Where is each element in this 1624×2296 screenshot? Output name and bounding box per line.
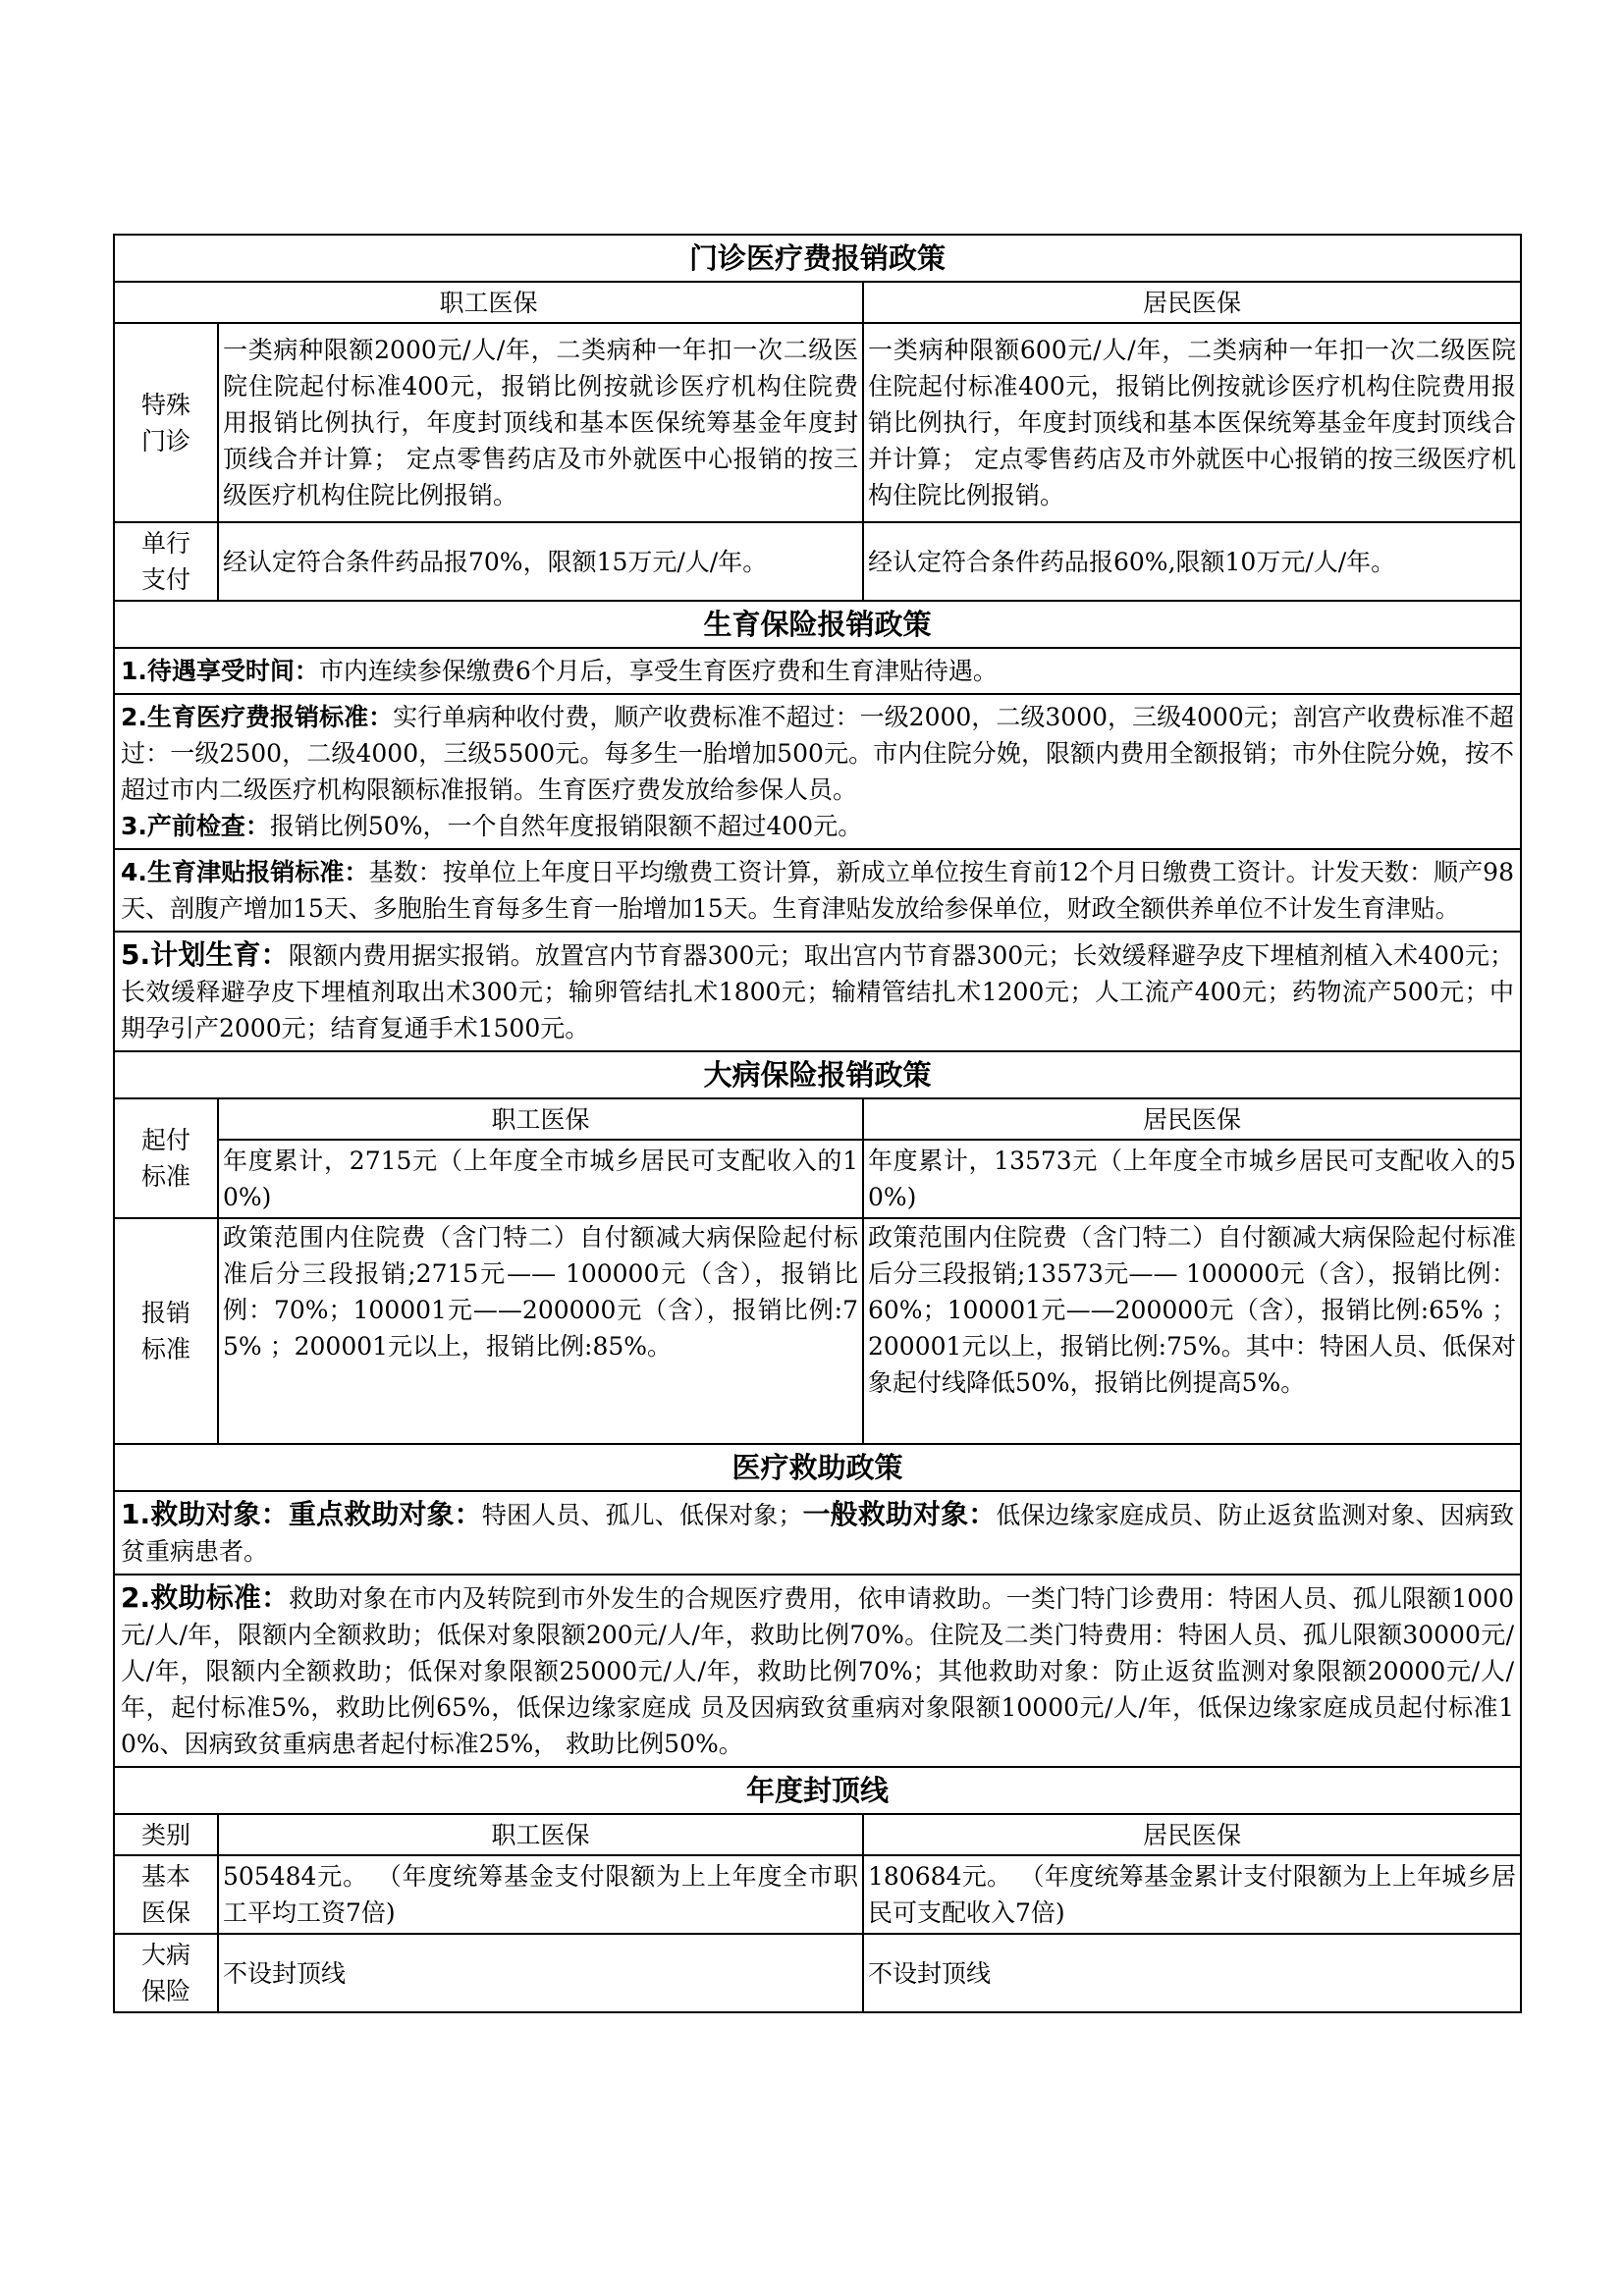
maternity-item-1-heading: 1.待遇享受时间： bbox=[121, 657, 319, 685]
assistance-key-target-text: 特困人员、孤儿、低保对象； bbox=[481, 1501, 803, 1529]
critical-threshold-row bbox=[114, 1140, 1521, 1218]
assistance-general-target-text: 低保边缘家庭成员、防止返贫监测对象、因病致贫重病患者。 bbox=[121, 1501, 1514, 1566]
cap-resident-column-header: 居民医保 bbox=[863, 1814, 1521, 1855]
maternity-section-title: 生育保险报销政策 bbox=[114, 601, 1521, 648]
critical-threshold-resident-cell: 年度累计，13573元（上年度全市城乡居民可支配收入的50%) bbox=[863, 1140, 1521, 1218]
special-outpatient-row bbox=[114, 323, 1521, 522]
maternity-item-5-heading: 5.计划生育： bbox=[121, 938, 289, 971]
outpatient-worker-column-header: 职工医保 bbox=[114, 282, 863, 323]
cap-basic-row bbox=[114, 1855, 1521, 1934]
cap-type-column-header: 类别 bbox=[114, 1814, 218, 1855]
maternity-item-5-text: 限额内费用据实报销。放置宫内节育器300元；取出宫内节育器300元；长效缓释避孕皮下埋植剂植入术400元；长效缓释避孕皮下埋植剂取出术300元；输卵管结扎术1800元；输精管结扎术1200元；人工流产400元；药物流产500元；中期孕引产2000元；结育复通手术1500元。 bbox=[121, 941, 1514, 1042]
maternity-item-1 bbox=[114, 648, 1521, 694]
policy-table bbox=[113, 234, 1522, 2013]
critical-reimburse-label: 报销 标准 bbox=[114, 1218, 218, 1444]
outpatient-column-header-row bbox=[114, 282, 1521, 323]
maternity-item-2-text: 实行单病种收付费，顺产收费标准不超过：一级2000，二级3000，三级4000元；剖宫产收费标准不超过：一级2500，二级4000，三级5500元。每多生一胎增加500元。市内住院分娩，限额内费用全额报销；市外住院分娩，按不超过市内二级医疗机构限额标准报销。生育医疗费发放给参保人员。 bbox=[121, 703, 1514, 804]
cap-section-title: 年度封顶线 bbox=[114, 1767, 1521, 1814]
maternity-item-1-row bbox=[114, 648, 1521, 694]
maternity-item-4-row bbox=[114, 849, 1521, 932]
cap-critical-row bbox=[114, 1934, 1521, 2012]
policy-document bbox=[113, 234, 1520, 2013]
cap-critical-label: 大病 保险 bbox=[114, 1934, 218, 2012]
cap-basic-label: 基本 医保 bbox=[114, 1855, 218, 1934]
assistance-item-2-row bbox=[114, 1575, 1521, 1767]
maternity-item-2-row bbox=[114, 694, 1521, 849]
critical-resident-column-header: 居民医保 bbox=[863, 1098, 1521, 1140]
critical-reimburse-row bbox=[114, 1218, 1521, 1444]
maternity-item-2 bbox=[114, 694, 1521, 849]
single-payment-worker-cell: 经认定符合条件药品报70%，限额15万元/人/年。 bbox=[218, 522, 863, 601]
cap-column-header-row bbox=[114, 1814, 1521, 1855]
assistance-item-2-heading: 2.救助标准： bbox=[121, 1581, 290, 1614]
assistance-item-1 bbox=[114, 1491, 1521, 1575]
maternity-item-3-text: 报销比例50%，一个自然年度报销限额不超过400元。 bbox=[269, 812, 863, 840]
maternity-item-5 bbox=[114, 932, 1521, 1051]
outpatient-title-row bbox=[114, 235, 1521, 282]
special-outpatient-worker-cell: 一类病种限额2000元/人/年，二类病种一年扣一次二级医院住院起付标准400元，报销比例按就诊医疗机构住院费用报销比例执行，年度封顶线和基本医保统筹基金年度封顶线合并计算； 定点零售药店及市外就医中心报销的按三级医疗机构住院比例报销。 bbox=[218, 323, 863, 522]
critical-threshold-label: 起付 标准 bbox=[114, 1098, 218, 1218]
maternity-item-1-text: 市内连续参保缴费6个月后，享受生育医疗费和生育津贴待遇。 bbox=[318, 657, 998, 685]
cap-basic-resident-cell: 180684元。 （年度统筹基金累计支付限额为上上年城乡居民可支配收入7倍) bbox=[863, 1855, 1521, 1934]
cap-basic-worker-cell: 505484元。 （年度统筹基金支付限额为上上年度全市职工平均工资7倍) bbox=[218, 1855, 863, 1934]
maternity-item-2-heading: 2.生育医疗费报销标准： bbox=[121, 703, 394, 731]
special-outpatient-label: 特殊 门诊 bbox=[114, 323, 218, 522]
outpatient-resident-column-header: 居民医保 bbox=[863, 282, 1521, 323]
critical-reimburse-worker-cell: 政策范围内住院费（含门特二）自付额减大病保险起付标准后分三段报销;2715元—— 100000元（含），报销比例：70%；100001元——200000元（含），报销比例:75% ；200001元以上，报销比例:85%。 bbox=[218, 1218, 863, 1444]
critical-worker-column-header: 职工医保 bbox=[218, 1098, 863, 1140]
cap-title-row bbox=[114, 1767, 1521, 1814]
critical-reimburse-resident-cell: 政策范围内住院费（含门特二）自付额减大病保险起付标准后分三段报销;13573元—— 100000元（含），报销比例：60%；100001元——200000元（含），报销比例:65% ；200001元以上，报销比例:75%。其中：特困人员、低保对象起付线降低50%，报销比例提高5%。 bbox=[863, 1218, 1521, 1444]
assistance-section-title: 医疗救助政策 bbox=[114, 1444, 1521, 1491]
special-outpatient-resident-cell: 一类病种限额600元/人/年，二类病种一年扣一次二级医院住院起付标准400元，报销比例按就诊医疗机构住院费用报销比例执行，年度封顶线和基本医保统筹基金年度封顶线合并计算； 定点零售药店及市外就医中心报销的按三级医疗机构住院比例报销。 bbox=[863, 323, 1521, 522]
outpatient-section-title: 门诊医疗费报销政策 bbox=[114, 235, 1521, 282]
cap-critical-resident-cell: 不设封顶线 bbox=[863, 1934, 1521, 2012]
critical-threshold-header-row bbox=[114, 1098, 1521, 1140]
maternity-item-4 bbox=[114, 849, 1521, 932]
critical-section-title: 大病保险报销政策 bbox=[114, 1051, 1521, 1098]
assistance-item-1-heading: 1.救助对象： bbox=[121, 1498, 289, 1530]
maternity-item-5-row bbox=[114, 932, 1521, 1051]
critical-title-row bbox=[114, 1051, 1521, 1098]
single-payment-label: 单行 支付 bbox=[114, 522, 218, 601]
maternity-item-4-heading: 4.生育津贴报销标准： bbox=[121, 858, 369, 886]
assistance-key-target-label: 重点救助对象： bbox=[288, 1498, 482, 1530]
assistance-item-2 bbox=[114, 1575, 1521, 1767]
assistance-general-target-label: 一般救助对象： bbox=[802, 1498, 997, 1530]
single-payment-row bbox=[114, 522, 1521, 601]
assistance-item-2-text: 救助对象在市内及转院到市外发生的合规医疗费用，依申请救助。一类门特门诊费用：特困人员、孤儿限额1000元/人/年，限额内全额救助；低保对象限额200元/人/年，救助比例70%。住院及二类门特费用：特困人员、孤儿限额30000元/人/年，限额内全额救助；低保对象限额25000元/人/年，救助比例70%；其他救助对象：防止返贫监测对象限额20000元/人/年，起付标准5%，救助比例65%，低保边缘家庭成 员及因病致贫重病对象限额10000元/人/年，低保边缘家庭成员起付标准10%、因病致贫重病患者起付标准25%， 救助比例50%。 bbox=[121, 1584, 1514, 1758]
assistance-item-1-row bbox=[114, 1491, 1521, 1575]
assistance-title-row bbox=[114, 1444, 1521, 1491]
critical-threshold-worker-cell: 年度累计，2715元（上年度全市城乡居民可支配收入的10%) bbox=[218, 1140, 863, 1218]
maternity-item-4-text: 基数：按单位上年度日平均缴费工资计算，新成立单位按生育前12个月日缴费工资计。计发天数：顺产98天、剖腹产增加15天、多胞胎生育每多生育一胎增加15天。生育津贴发放给参保单位，财政全额供养单位不计发生育津贴。 bbox=[121, 858, 1514, 923]
cap-worker-column-header: 职工医保 bbox=[218, 1814, 863, 1855]
maternity-item-3-heading: 3.产前检查： bbox=[121, 812, 270, 840]
maternity-title-row bbox=[114, 601, 1521, 648]
single-payment-resident-cell: 经认定符合条件药品报60%,限额10万元/人/年。 bbox=[863, 522, 1521, 601]
cap-critical-worker-cell: 不设封顶线 bbox=[218, 1934, 863, 2012]
